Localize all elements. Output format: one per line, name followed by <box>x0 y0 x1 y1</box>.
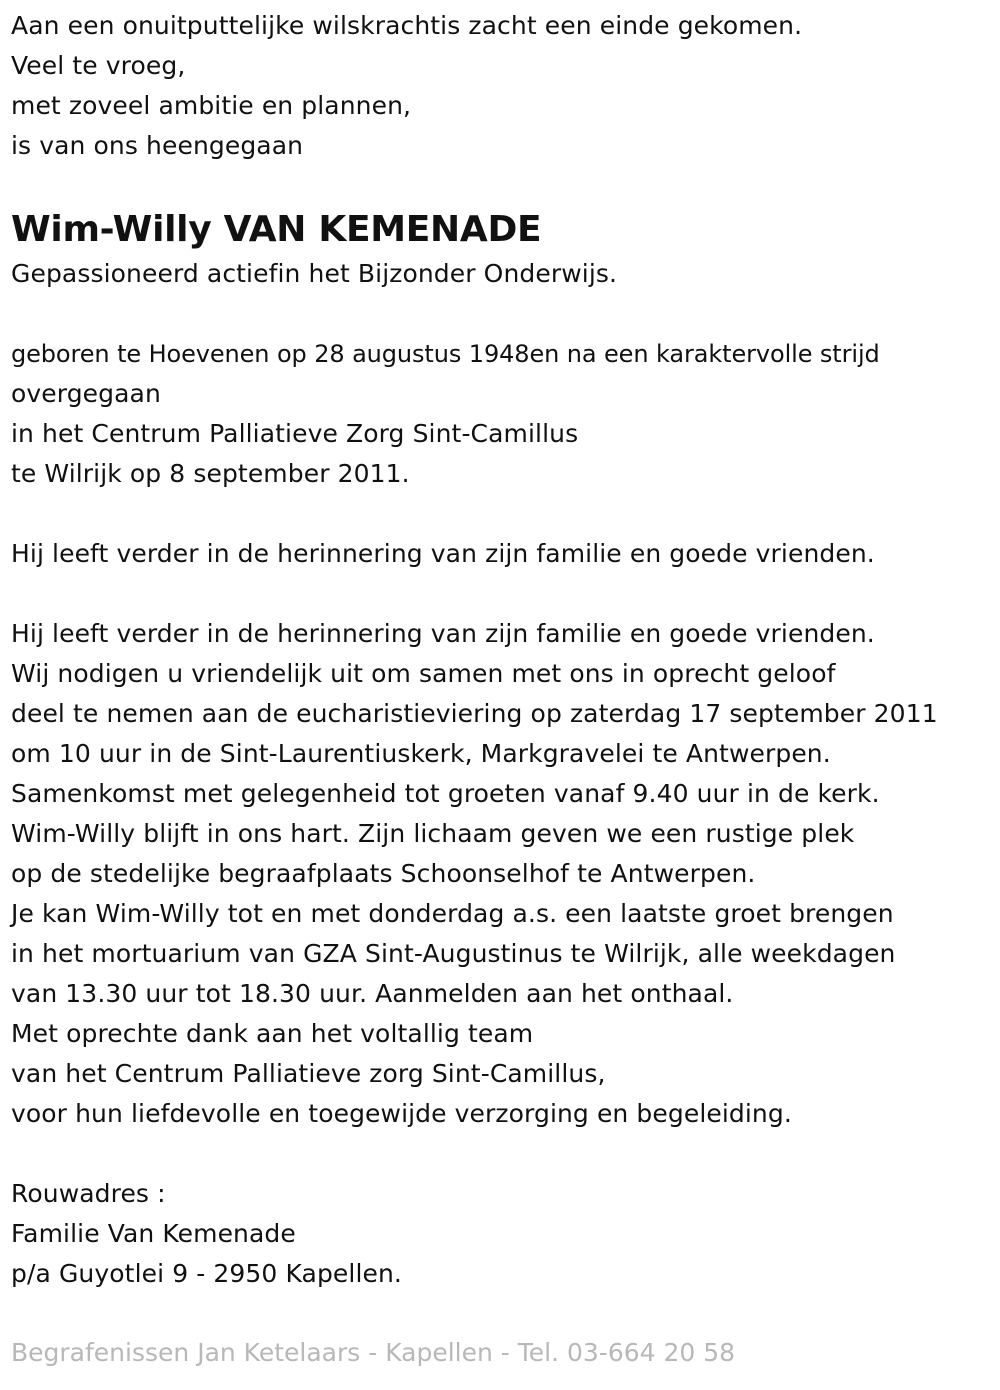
obituary-text <box>11 6 991 1294</box>
ceremony-line: Samenkomst met gelegenheid tot groeten vanaf 9.40 uur in de kerk. <box>11 779 880 808</box>
deceased-description: Gepassioneerd actiefin het Bijzonder Onderwijs. <box>11 259 618 288</box>
spacer <box>11 574 991 614</box>
ceremony-line: in het mortuarium van GZA Sint-Augustinus te Wilrijk, alle weekdagen <box>11 939 896 968</box>
birth-death-line: in het Centrum Palliatieve Zorg Sint-Camillus <box>11 419 579 448</box>
address-label: Rouwadres : <box>11 1179 166 1208</box>
address-line: Familie Van Kemenade <box>11 1219 296 1248</box>
ceremony-line: van 13.30 uur tot 18.30 uur. Aanmelden aan het onthaal. <box>11 979 734 1008</box>
birth-death-line: geboren te Hoevenen op 28 augustus 1948en na een karaktervolle strijd <box>11 340 880 368</box>
memory-line: Hij leeft verder in de herinnering van zijn familie en goede vrienden. <box>11 539 875 568</box>
ceremony-line: op de stedelijke begraafplaats Schoonselhof te Antwerpen. <box>11 859 756 888</box>
intro-line: met zoveel ambitie en plannen, <box>11 91 412 120</box>
birth-death-line: overgegaan <box>11 379 161 408</box>
ceremony-line: van het Centrum Palliatieve zorg Sint-Camillus, <box>11 1059 606 1088</box>
ceremony-line: Je kan Wim-Willy tot en met donderdag a.s. een laatste groet brengen <box>11 899 894 928</box>
ceremony-line: Wij nodigen u vriendelijk uit om samen met ons in oprecht geloof <box>11 659 836 688</box>
ceremony-line: deel te nemen aan de eucharistieviering op zaterdag 17 september 2011 <box>11 699 938 728</box>
address-line: p/a Guyotlei 9 - 2950 Kapellen. <box>11 1259 402 1288</box>
spacer <box>11 1134 991 1174</box>
intro-line: is van ons heengegaan <box>11 131 304 160</box>
ceremony-line: Met oprechte dank aan het voltallig team <box>11 1019 534 1048</box>
spacer <box>11 166 991 206</box>
spacer <box>11 494 991 534</box>
funeral-home-footer: Begrafenissen Jan Ketelaars - Kapellen - Tel. 03-664 20 58 <box>11 1338 736 1367</box>
intro-line: Veel te vroeg, <box>11 51 186 80</box>
ceremony-line: Hij leeft verder in de herinnering van zijn familie en goede vrienden. <box>11 619 875 648</box>
ceremony-line: Wim-Willy blijft in ons hart. Zijn lichaam geven we een rustige plek <box>11 819 855 848</box>
intro-line: Aan een onuitputtelijke wilskrachtis zacht een einde gekomen. <box>11 11 803 40</box>
spacer <box>11 294 991 334</box>
ceremony-line: voor hun liefdevolle en toegewijde verzorging en begeleiding. <box>11 1099 792 1128</box>
ceremony-line: om 10 uur in de Sint-Laurentiuskerk, Markgravelei te Antwerpen. <box>11 739 831 768</box>
birth-death-line: te Wilrijk op 8 september 2011. <box>11 459 410 488</box>
deceased-name: Wim-Willy VAN KEMENADE <box>11 209 542 250</box>
